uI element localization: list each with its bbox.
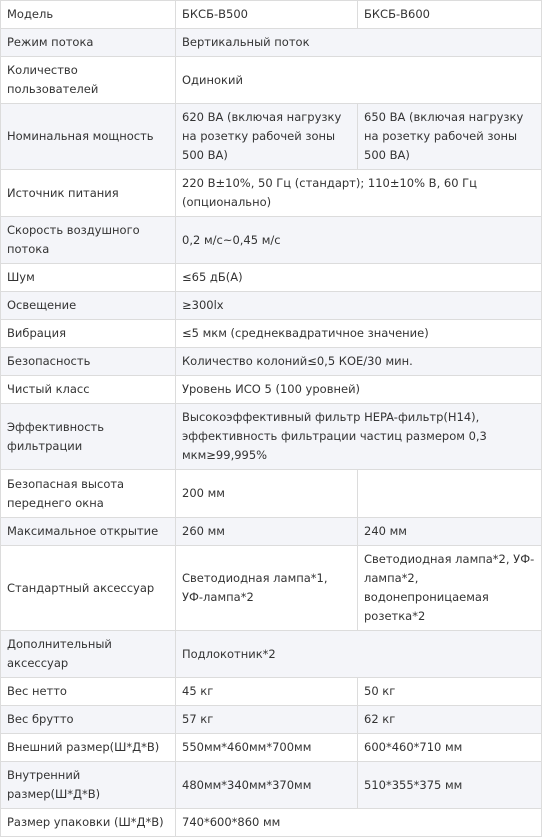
row-value: 620 ВА (включая нагрузку на розетку рабочей зоны 500 ВА)	[176, 104, 358, 170]
row-label: Внешний размер(Ш*Д*В)	[1, 734, 176, 762]
row-value: Светодиодная лампа*1, УФ-лампа*2	[176, 546, 358, 631]
table-row	[1, 376, 542, 404]
row-label: Источник питания	[1, 170, 176, 217]
row-value	[358, 470, 542, 518]
row-value: 550мм*460мм*700мм	[176, 734, 358, 762]
row-value: 240 мм	[358, 518, 542, 546]
row-label: Внутренний размер(Ш*Д*В)	[1, 762, 176, 809]
row-label: Вес нетто	[1, 678, 176, 706]
row-value: 220 В±10%, 50 Гц (стандарт); 110±10% В, 60 Гц (опционально)	[176, 170, 542, 217]
table-row	[1, 762, 542, 809]
row-label: Вибрация	[1, 320, 176, 348]
table-row	[1, 734, 542, 762]
row-label: Номинальная мощность	[1, 104, 176, 170]
row-label: Количество пользователей	[1, 57, 176, 104]
row-value: 0,2 м/с~0,45 м/с	[176, 217, 542, 264]
row-value: ≤65 дБ(А)	[176, 264, 542, 292]
row-value: 650 ВА (включая нагрузку на розетку рабочей зоны 500 ВА)	[358, 104, 542, 170]
row-value: 740*600*860 мм	[176, 809, 542, 837]
row-value: Количество колоний≤0,5 КОЕ/30 мин.	[176, 348, 542, 376]
spec-table-body	[1, 1, 542, 837]
row-label: Вес брутто	[1, 706, 176, 734]
table-row	[1, 404, 542, 470]
row-value: Вертикальный поток	[176, 29, 542, 57]
row-value: 62 кг	[358, 706, 542, 734]
table-row	[1, 264, 542, 292]
row-value: ≤5 мкм (среднеквадратичное значение)	[176, 320, 542, 348]
table-row	[1, 1, 542, 29]
row-label: Режим потока	[1, 29, 176, 57]
row-value: БКСБ-В500	[176, 1, 358, 29]
table-row	[1, 546, 542, 631]
row-label: Чистый класс	[1, 376, 176, 404]
table-row	[1, 170, 542, 217]
row-label: Максимальное открытие	[1, 518, 176, 546]
table-row	[1, 470, 542, 518]
row-label: Стандартный аксессуар	[1, 546, 176, 631]
table-row	[1, 348, 542, 376]
table-row	[1, 104, 542, 170]
table-row	[1, 631, 542, 678]
row-label: Безопасность	[1, 348, 176, 376]
table-row	[1, 292, 542, 320]
row-value: 200 мм	[176, 470, 358, 518]
row-value: ≥300lx	[176, 292, 542, 320]
table-row	[1, 706, 542, 734]
row-value: 510*355*375 мм	[358, 762, 542, 809]
row-value: 260 мм	[176, 518, 358, 546]
row-value: Одинокий	[176, 57, 542, 104]
row-label: Освещение	[1, 292, 176, 320]
row-label: Шум	[1, 264, 176, 292]
row-value: Уровень ИСО 5 (100 уровней)	[176, 376, 542, 404]
row-value: 480мм*340мм*370мм	[176, 762, 358, 809]
row-label: Безопасная высота переднего окна	[1, 470, 176, 518]
row-value: 600*460*710 мм	[358, 734, 542, 762]
table-row	[1, 678, 542, 706]
table-row	[1, 518, 542, 546]
row-label: Размер упаковки (Ш*Д*В)	[1, 809, 176, 837]
row-label: Дополнительный аксессуар	[1, 631, 176, 678]
row-value: 45 кг	[176, 678, 358, 706]
table-row	[1, 217, 542, 264]
table-row	[1, 57, 542, 104]
row-value: Высокоэффективный фильтр HEPA-фильтр(H14), эффективность фильтрации частиц размером 0,3 мкм≥99,995%	[176, 404, 542, 470]
table-row	[1, 809, 542, 837]
row-value: БКСБ-В600	[358, 1, 542, 29]
table-row	[1, 29, 542, 57]
row-label: Скорость воздушного потока	[1, 217, 176, 264]
row-value: Светодиодная лампа*2, УФ-лампа*2, водонепроницаемая розетка*2	[358, 546, 542, 631]
row-value: 50 кг	[358, 678, 542, 706]
row-label: Эффективность фильтрации	[1, 404, 176, 470]
row-value: Подлокотник*2	[176, 631, 542, 678]
row-label: Модель	[1, 1, 176, 29]
row-value: 57 кг	[176, 706, 358, 734]
table-row	[1, 320, 542, 348]
